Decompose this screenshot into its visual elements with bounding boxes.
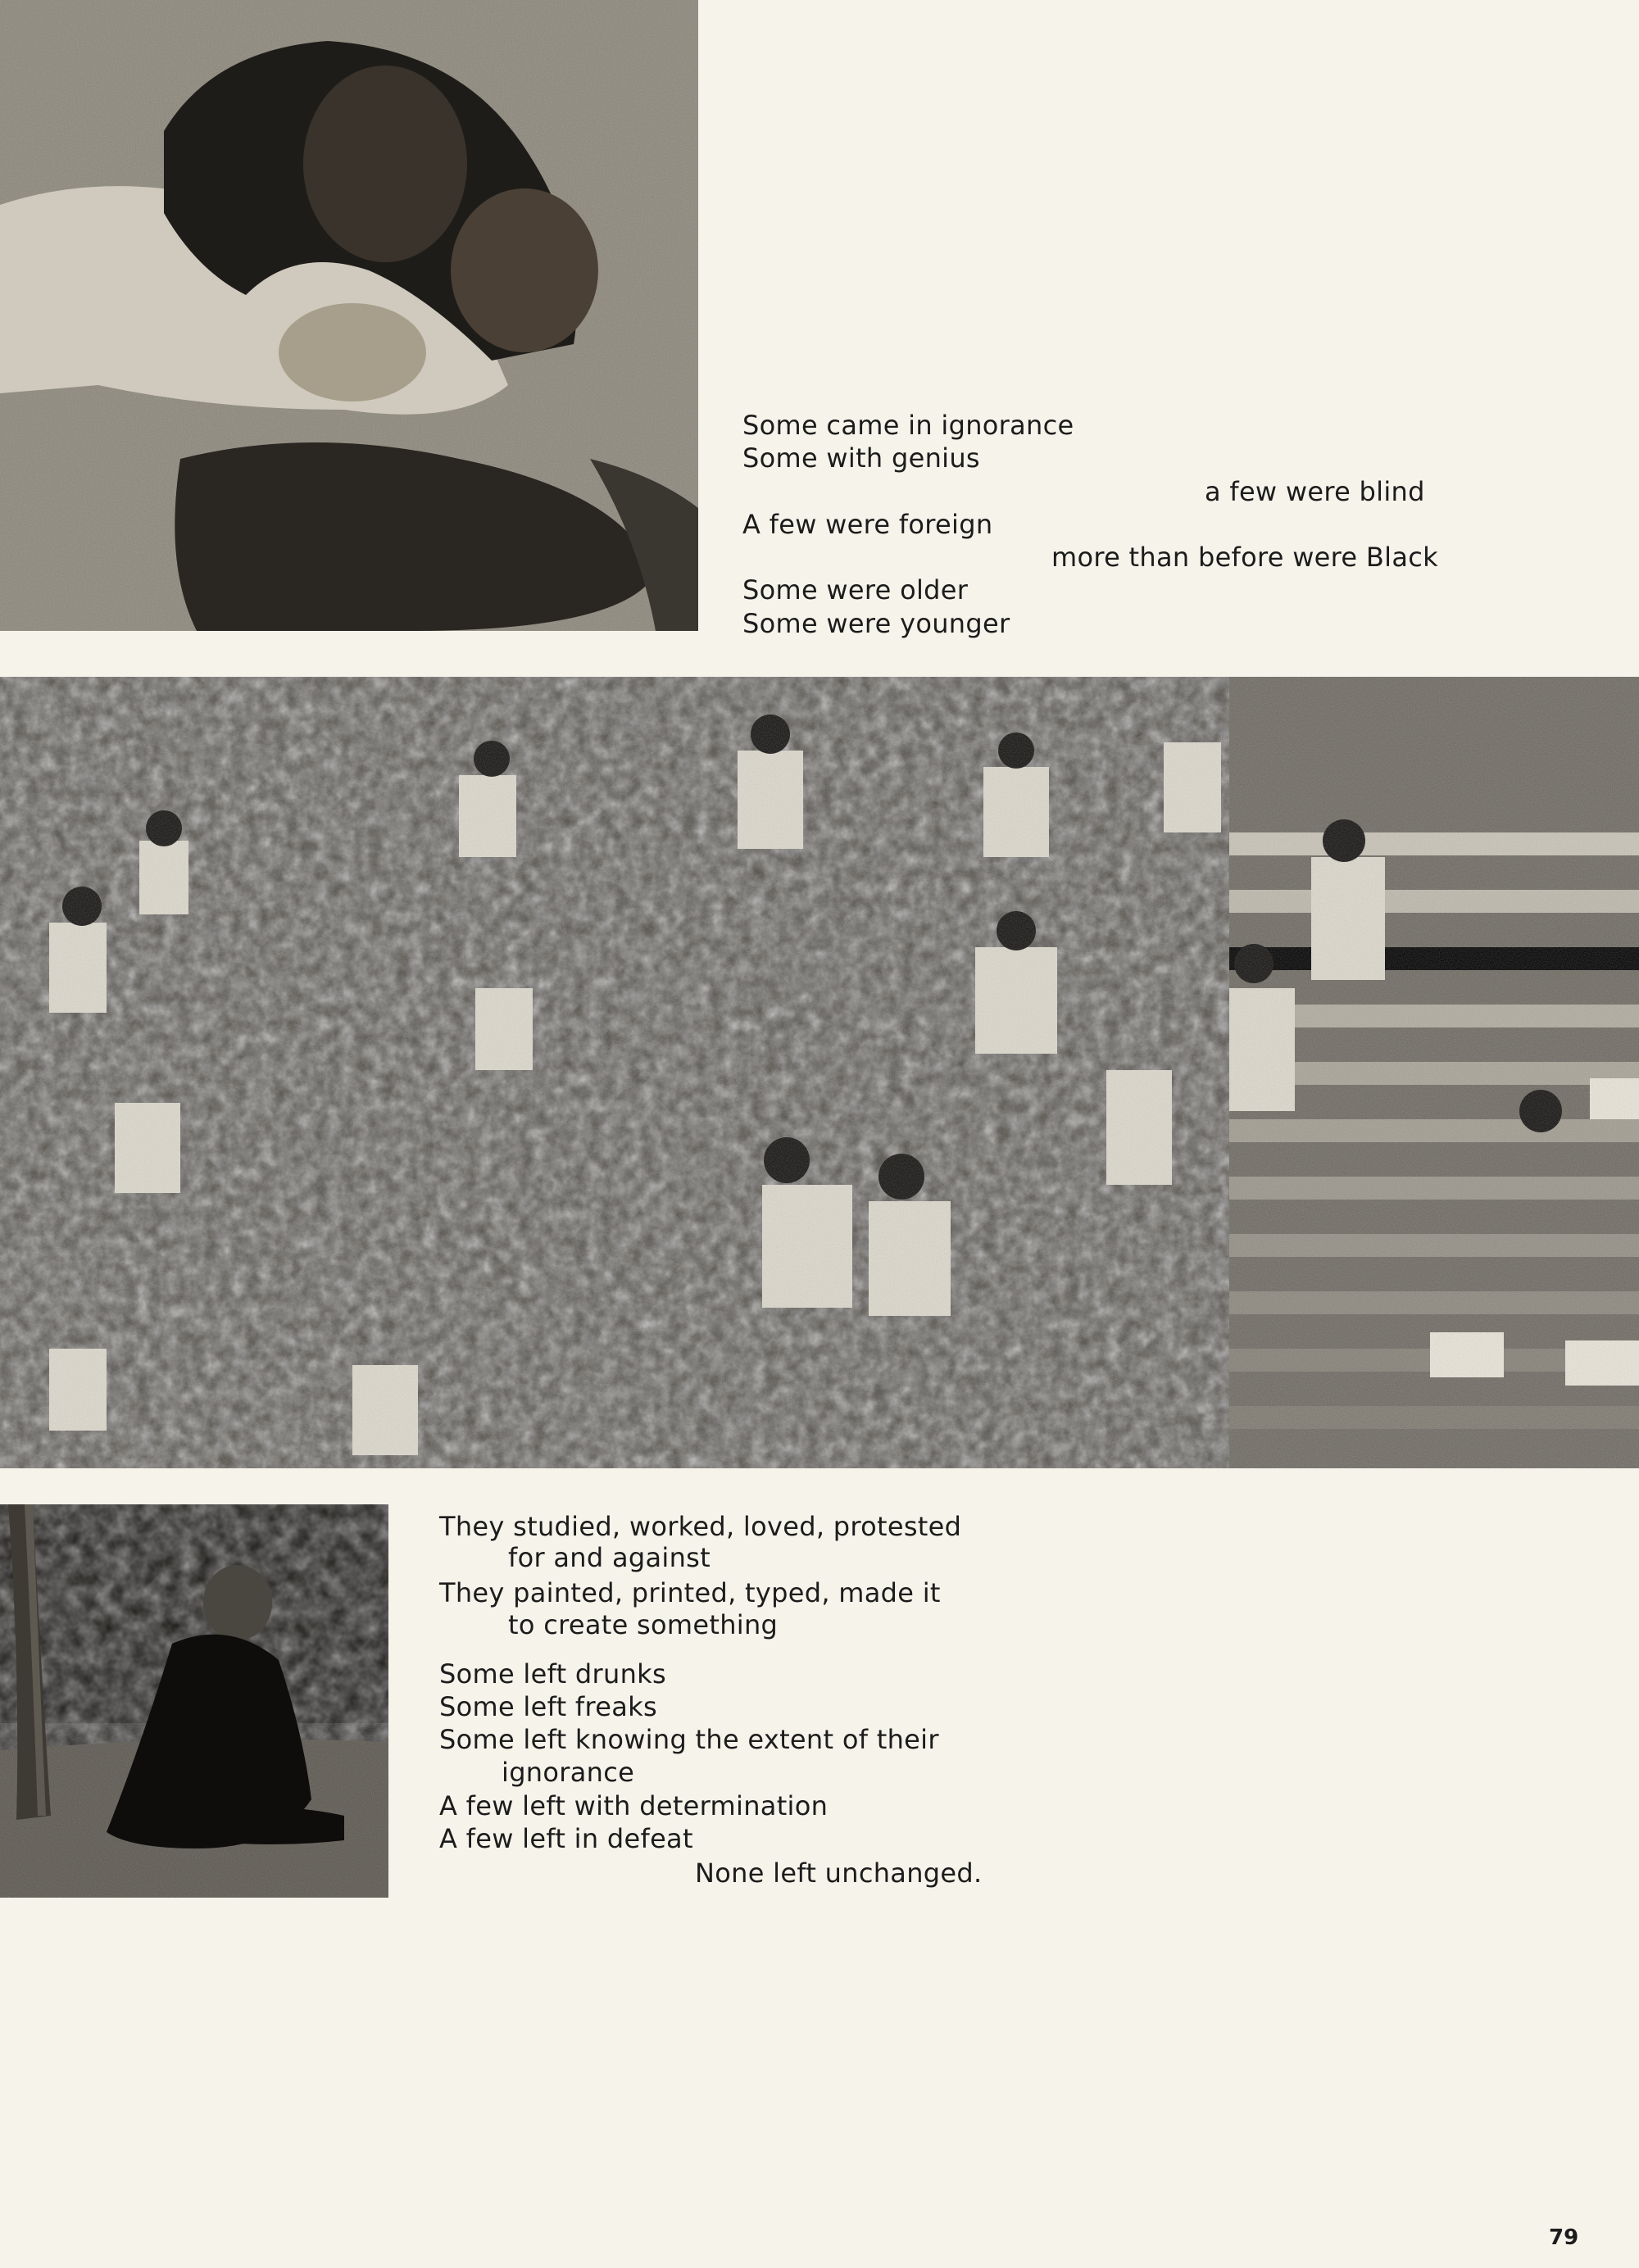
poem-top-line-1: Some came in ignorance [742,410,1074,441]
poem-bottom-line-8: ignorance [502,1757,635,1788]
poem-bottom-line-10: A few left in defeat [439,1823,693,1854]
photo-couple-embracing [0,0,698,631]
poem-bottom-line-6: Some left freaks [439,1691,657,1722]
photo-person-under-tree [0,1504,388,1898]
poem-bottom-line-7: Some left knowing the extent of their [439,1724,939,1755]
poem-bottom-line-3: They painted, printed, typed, made it [439,1577,941,1608]
poem-top-line-7: Some were younger [742,608,1010,639]
poem-bottom-line-11: None left unchanged. [695,1857,983,1889]
poem-top-line-6: Some were older [742,574,969,606]
poem-bottom-line-2: for and against [508,1542,711,1573]
poem-top-line-3: a few were blind [1205,476,1425,507]
page-number: 79 [1549,2225,1579,2250]
poem-top-line-5: more than before were Black [1051,542,1438,573]
poem-bottom-line-4: to create something [508,1609,779,1640]
poem-top-line-4: A few were foreign [742,509,993,540]
poem-top-line-2: Some with genius [742,442,980,474]
poem-bottom-line-1: They studied, worked, loved, protested [439,1511,962,1542]
poem-bottom-line-9: A few left with determination [439,1790,829,1821]
poem-bottom-line-5: Some left drunks [439,1658,666,1690]
photo-crowd-bleachers [0,677,1639,1468]
